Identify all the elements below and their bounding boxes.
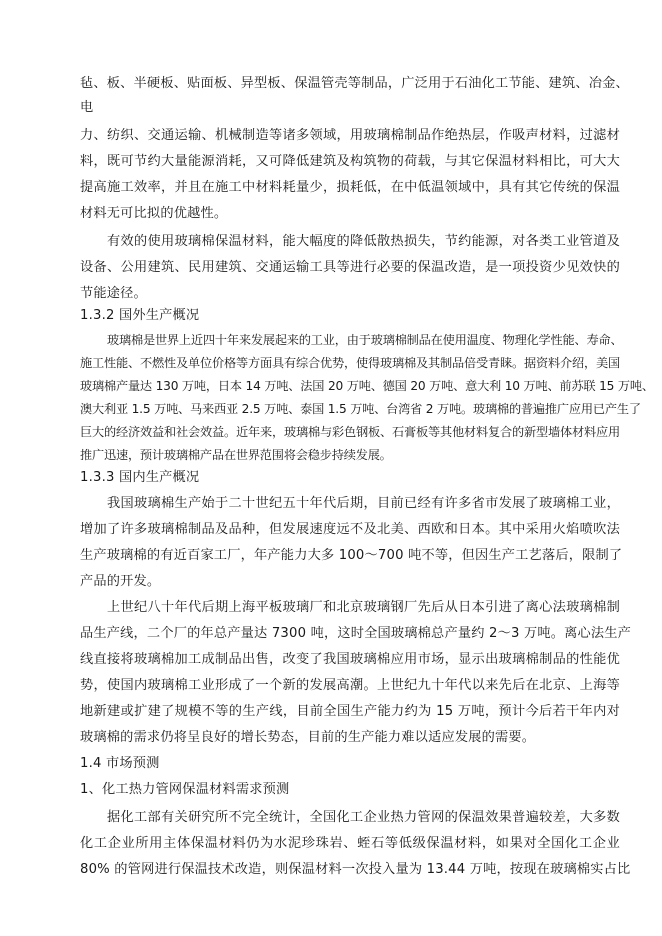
body-text-line: 巨大的经济效益和社会效益。近年来，玻璃棉与彩色钢板、石膏板等其他材料复合的新型墙体材料应用 [80,425,620,439]
body-text-line: 材料无可比拟的优越性。 [80,206,228,221]
body-text-line: 料，既可节约大量能源消耗，又可降低建筑及构筑物的荷载，与其它保温材料相比，可大大 [80,154,620,169]
paragraph-first-line: 有效的使用玻璃棉保温材料，能大幅度的降低散热损失，节约能源，对各类工业管道及 [107,234,620,249]
body-text-line: 力、纺织、交通运输、机械制造等诸多领域，用玻璃棉制品作绝热层，作吸声材料，过滤材 [80,128,620,143]
body-text-line: 产品的开发。 [80,574,161,589]
body-text-line: 提高施工效率，并且在施工中材料耗量少，损耗低，在中低温领域中，具有其它传统的保温 [80,180,620,195]
body-text-line: 化工企业所用主体保温材料仍为水泥珍珠岩、蛭石等低级保温材料，如果对全国化工企业 [80,836,620,851]
paragraph-first-line: 我国玻璃棉生产始于二十世纪五十年代后期，目前已经有许多省市发展了玻璃棉工业， [107,496,620,511]
section-heading-1-3-2: 1.3.2 国外生产概况 [80,308,200,323]
body-text-line: 节能途径。 [80,286,147,301]
body-text-line: 澳大利亚 1.5 万吨、马来西亚 2.5 万吨、泰国 1.5 万吨、台湾省 2 万吨。玻璃棉的普遍推广应用已产生了 [80,402,641,416]
body-text-line: 电 [80,100,94,115]
body-text-line: 施工性能、不燃性及单位价格等方面具有综合优势，使得玻璃棉及其制品倍受青睐。据资料介绍，美国 [80,356,620,370]
body-text-line: 毡、板、半硬板、贴面板、异型板、保温管壳等制品，广泛用于石油化工节能、建筑、冶金、 [80,76,629,91]
body-text-line: 玻璃棉产量达 130 万吨，日本 14 万吨、法国 20 万吨、德国 20 万吨、意大利 10 万吨、前苏联 15 万吨、 [80,379,654,393]
body-text-line: 增加了许多玻璃棉制品及品种，但发展速度远不及北美、西欧和日本。其中采用火焰喷吹法 [80,522,620,537]
body-text-line: 推广迅速，预计玻璃棉产品在世界范围将会稳步持续发展。 [80,448,392,462]
body-text-line: 势，使国内玻璃棉工业形成了一个新的发展高潮。上世纪九十年代以来先后在北京、上海等 [80,678,620,693]
section-heading-1-4: 1.4 市场预测 [80,756,160,771]
paragraph-first-line: 玻璃棉是世界上近四十年来发展起来的工业，由于玻璃棉制品在使用温度、物理化学性能、寿命、 [107,333,623,347]
body-text-line: 玻璃棉的需求仍将呈良好的增长势态，目前的生产能力难以适应发展的需要。 [80,730,536,745]
body-text-line: 设备、公用建筑、民用建筑、交通运输工具等进行必要的保温改造，是一项投资少见效快的 [80,260,620,275]
paragraph-first-line: 据化工部有关研究所不完全统计，全国化工企业热力管网的保温效果普遍较差，大多数 [107,810,620,825]
body-text-line: 品生产线，二个厂的年总产量达 7300 吨，这时全国玻璃棉总产量约 2～3 万吨。离心法生产 [80,626,632,641]
subsection-heading: 1、化工热力管网保温材料需求预测 [80,782,290,797]
body-text-line: 生产玻璃棉的有近百家工厂，年产能力大多 100～700 吨不等，但因生产工艺落后，限制了 [80,548,623,563]
body-text-line: 地新建或扩建了规模不等的生产线，目前全国生产能力约为 15 万吨，预计今后若干年内对 [80,704,620,719]
section-heading-1-3-3: 1.3.3 国内生产概况 [80,470,200,485]
body-text-line: 线直接将玻璃棉加工成制品出售，改变了我国玻璃棉应用市场，显示出玻璃棉制品的性能优 [80,652,620,667]
body-text-line: 80% 的管网进行保温技术改造，则保温材料一次投入量为 13.44 万吨，按现在玻璃棉实占比 [80,862,631,877]
paragraph-first-line: 上世纪八十年代后期上海平板玻璃厂和北京玻璃钢厂先后从日本引进了离心法玻璃棉制 [107,600,620,615]
